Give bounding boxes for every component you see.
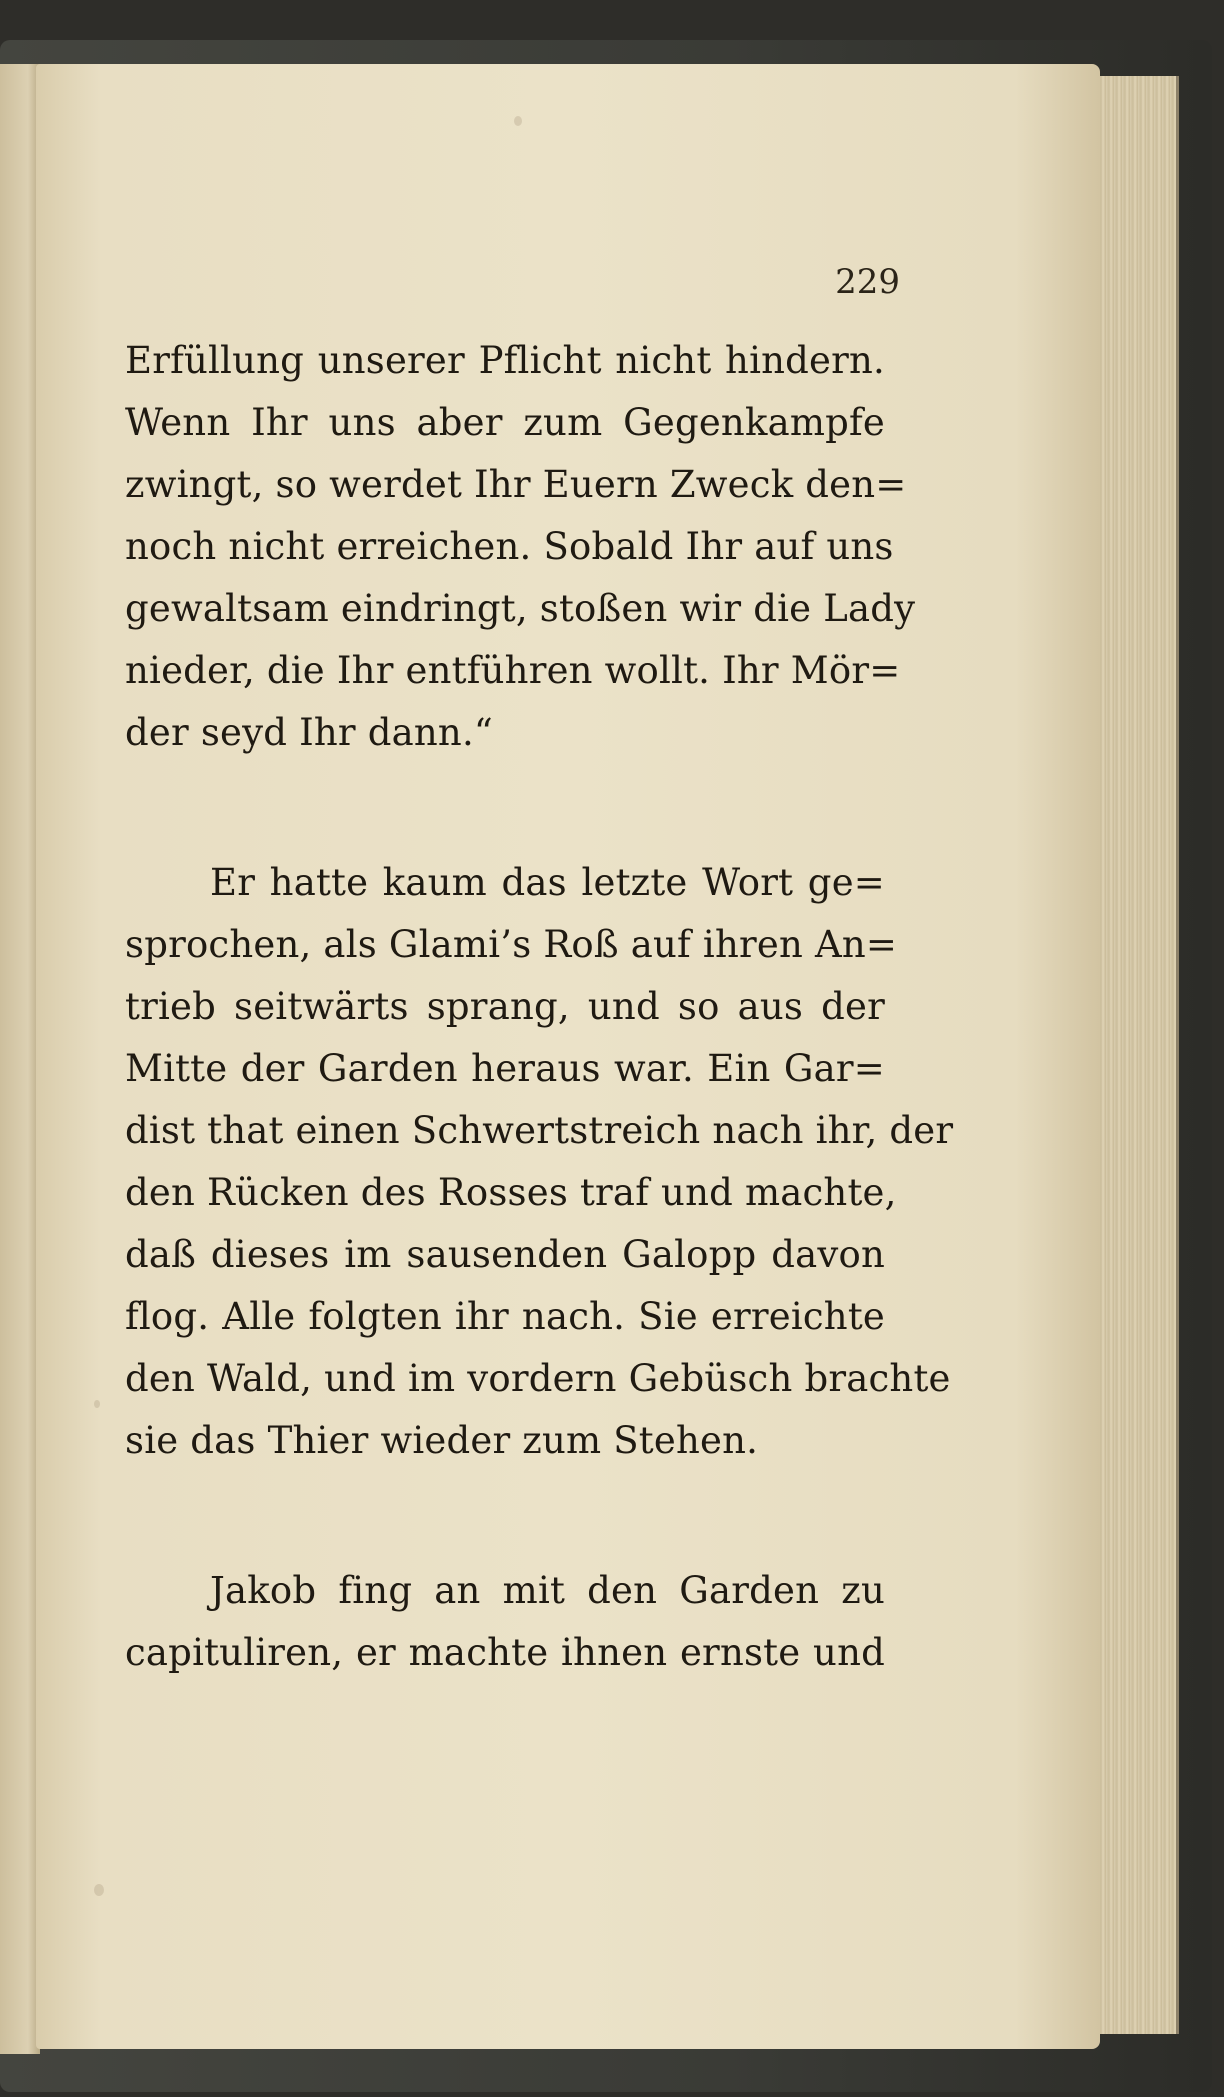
text-line: capituliren, er machte ihnen ernste und xyxy=(125,1631,885,1674)
text-line: daß dieses im sausenden Galopp davon xyxy=(125,1233,885,1276)
page-stack-edge xyxy=(1090,76,1179,2034)
text-line: Wenn Ihr uns aber zum Gegenkampfe xyxy=(125,401,885,444)
text-line: Erfüllung unserer Pflicht nicht hindern. xyxy=(125,339,885,382)
text-line: dist that einen Schwertstreich nach ihr, der xyxy=(125,1109,954,1152)
paragraph-gap xyxy=(125,764,885,852)
facing-page-edge xyxy=(0,64,40,2054)
text-line: Mitte der Garden heraus war. Ein Gar= xyxy=(125,1047,885,1090)
text-line: trieb seitwärts sprang, und so aus der xyxy=(125,985,885,1028)
paper-spot xyxy=(514,116,522,126)
paragraph xyxy=(125,1560,885,1684)
text-line: nieder, die Ihr entführen wollt. Ihr Mör= xyxy=(125,649,901,692)
text-line: sie das Thier wieder zum Stehen. xyxy=(125,1419,759,1462)
page-number: 229 xyxy=(835,262,900,302)
text-line: gewaltsam eindringt, stoßen wir die Lady xyxy=(125,587,916,630)
text-line: Jakob fing an mit den Garden zu xyxy=(210,1569,885,1612)
paragraph-gap xyxy=(125,1472,885,1560)
paper-spot xyxy=(94,1400,100,1408)
text-line: sprochen, als Glami’s Roß auf ihren An= xyxy=(125,923,898,966)
text-line: Er hatte kaum das letzte Wort ge= xyxy=(210,861,885,904)
text-line: noch nicht erreichen. Sobald Ihr auf uns xyxy=(125,525,894,568)
text-line: flog. Alle folgten ihr nach. Sie erreichte xyxy=(125,1295,885,1338)
text-line: zwingt, so werdet Ihr Euern Zweck den= xyxy=(125,463,907,506)
paragraph xyxy=(125,852,954,1472)
paper-spot xyxy=(94,1884,104,1896)
body-text xyxy=(125,330,954,1684)
paragraph xyxy=(125,330,916,764)
text-line: den Rücken des Rosses traf und machte, xyxy=(125,1171,897,1214)
text-line: der seyd Ihr dann.“ xyxy=(125,711,494,754)
text-line: den Wald, und im vordern Gebüsch brachte xyxy=(125,1357,951,1400)
